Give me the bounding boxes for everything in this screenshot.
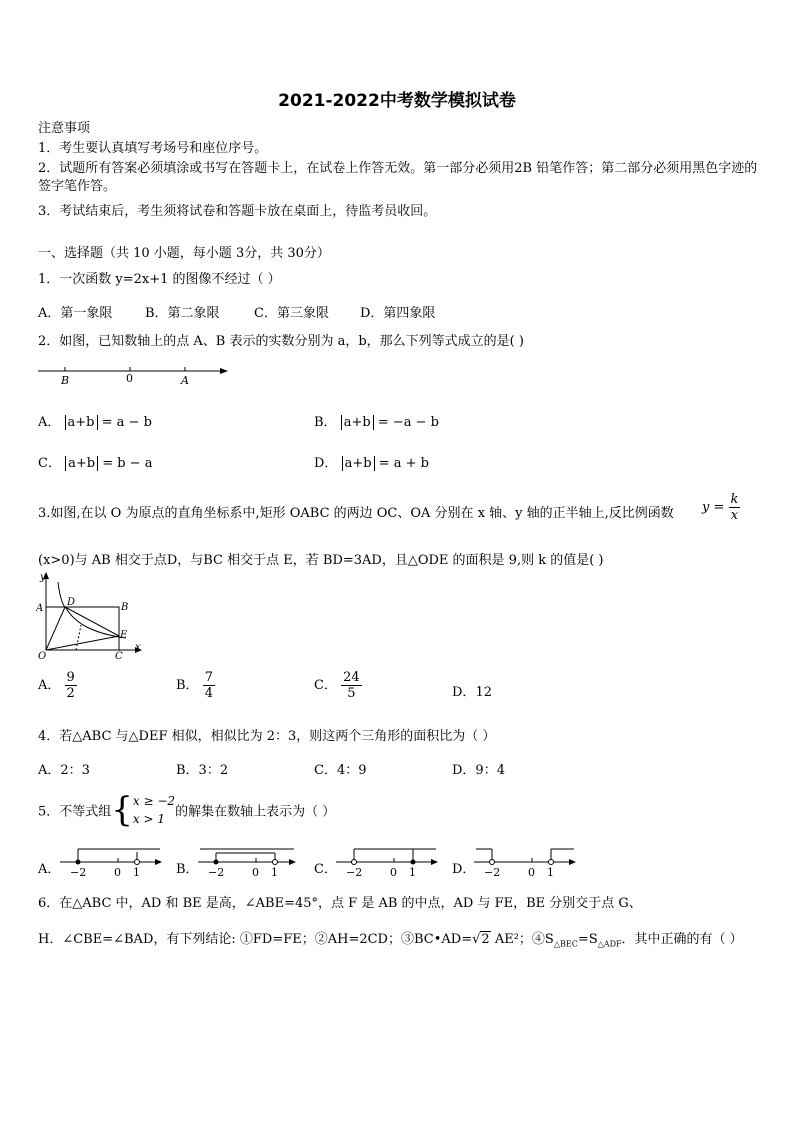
svg-text:−2: −2 xyxy=(208,866,225,879)
q2-label-b: B xyxy=(61,374,70,387)
notice-heading: 注意事项 xyxy=(38,121,91,136)
q3-stem-b: (x>0)与 AB 相交于点D，与BC 相交于点 E，若 BD=3AD，且△ODE 的面积是 9,则 k 的值是( ) xyxy=(38,553,604,568)
q1-option-c: C．第三象限 xyxy=(254,306,329,321)
q3-option-c: C． $\frac{24}{5}$ xyxy=(314,670,360,701)
section-heading: 一、选择题（共 10 小题，每小题 3分，共 30分） xyxy=(38,246,330,261)
q5-option-a-letter: A． xyxy=(38,862,61,877)
q1-option-a: A．第一象限 xyxy=(38,306,113,321)
q5-option-c-line xyxy=(334,844,444,880)
q2-number-line xyxy=(36,362,236,390)
svg-text:1: 1 xyxy=(133,866,140,879)
q2-stem: 2．如图，已知数轴上的点 A、B 表示的实数分别为 a，b，那么下列等式成立的是( ) xyxy=(38,334,524,349)
svg-text:−2: −2 xyxy=(346,866,363,879)
q2-option-c: C． a+b = b − a xyxy=(38,456,153,471)
q3-label-a: A xyxy=(36,603,44,614)
q3-label-y: y xyxy=(40,572,46,583)
q2-option-d: D． a+b = a + b xyxy=(314,456,429,471)
q3-figure xyxy=(36,570,146,660)
notice-item-3: 3．考试结束后，考生须将试卷和答题卡放在桌面上，待监考员收回。 xyxy=(38,204,437,219)
q1-stem: 1．一次函数 y=2x+1 的图像不经过（ ） xyxy=(38,272,281,287)
notice-item-1: 1．考生要认真填写考场号和座位序号。 xyxy=(38,141,268,156)
q5-option-a-line xyxy=(58,844,168,880)
q3-label-x: x xyxy=(135,642,141,653)
notice-item-2: 2．试题所有答案必须填涂或书写在答题卡上，在试卷上作答无效。第一部分必须用2B 铅笔作答；第二部分必须用黑色字迹的签字笔作答。 xyxy=(38,161,758,194)
q5-option-c-letter: C． xyxy=(314,862,337,877)
q2-option-b: B． a+b = −a − b xyxy=(314,415,439,430)
q4-option-b: B．3：2 xyxy=(176,763,229,778)
q4-option-a: A．2：3 xyxy=(38,763,90,778)
q5-option-b-letter: B． xyxy=(176,862,199,877)
q3-option-a: A． $\frac{9}{2}$ xyxy=(38,670,75,701)
q4-option-c: C．4：9 xyxy=(314,763,367,778)
q3-stem-a: 3.如图,在以 O 为原点的直角坐标系中,矩形 OABC 的两边 OC、OA 分别在 x 轴、y 轴的正半轴上,反比例函数 xyxy=(38,506,674,521)
svg-text:0: 0 xyxy=(390,866,397,879)
q1-option-d: D．第四象限 xyxy=(360,306,436,321)
q3-option-d: D．12 xyxy=(452,685,492,700)
svg-text:1: 1 xyxy=(409,866,416,879)
svg-text:−2: −2 xyxy=(484,866,501,879)
q3-label-b: B xyxy=(121,602,129,613)
q5-option-d-letter: D． xyxy=(452,862,476,877)
q6-line-2: H．∠CBE=∠BAD，有下列结论: ①FD=FE；②AH=2CD；③BC•AD=√2 AE²；$④S_{\triangle BEC}=S_{\triangle ADF}$．其中正确的有（ ） xyxy=(38,932,743,949)
q3-label-o: O xyxy=(38,651,47,660)
q6-line-1: 6．在△ABC 中，AD 和 BE 是高，∠ABE=45°，点 F 是 AB 的中点，AD 与 FE，BE 分别交于点 G、 xyxy=(38,896,642,911)
q2-option-a: A． a+b = a − b xyxy=(38,415,152,430)
q5-option-b-line xyxy=(196,844,300,880)
svg-text:1: 1 xyxy=(547,866,554,879)
q2-label-a: A xyxy=(181,374,189,387)
q4-stem: 4．若△ABC 与△DEF 相似，相似比为 2：3，则这两个三角形的面积比为（ ） xyxy=(38,729,496,744)
q3-function: y = $\frac{k}{x}$ xyxy=(702,492,739,523)
svg-text:−2: −2 xyxy=(70,866,87,879)
q5-stem: 5．不等式组{ x ≥ −2 x > 1 的解集在数轴上表示为（ ） xyxy=(38,790,336,830)
svg-text:1: 1 xyxy=(271,866,278,879)
q3-option-b: B． $\frac{7}{4}$ xyxy=(176,670,213,701)
q3-label-c: C xyxy=(115,651,123,660)
q5-option-d-line xyxy=(472,844,582,880)
q2-label-0: 0 xyxy=(126,372,133,385)
q3-label-e: E xyxy=(120,630,128,641)
svg-text:0: 0 xyxy=(252,866,259,879)
q3-label-d: D xyxy=(67,597,76,608)
svg-text:0: 0 xyxy=(114,866,121,879)
q1-option-b: B．第二象限 xyxy=(145,306,220,321)
svg-text:0: 0 xyxy=(528,866,535,879)
q4-option-d: D．9：4 xyxy=(452,763,505,778)
page-title: 2021-2022中考数学模拟试卷 xyxy=(278,91,516,111)
